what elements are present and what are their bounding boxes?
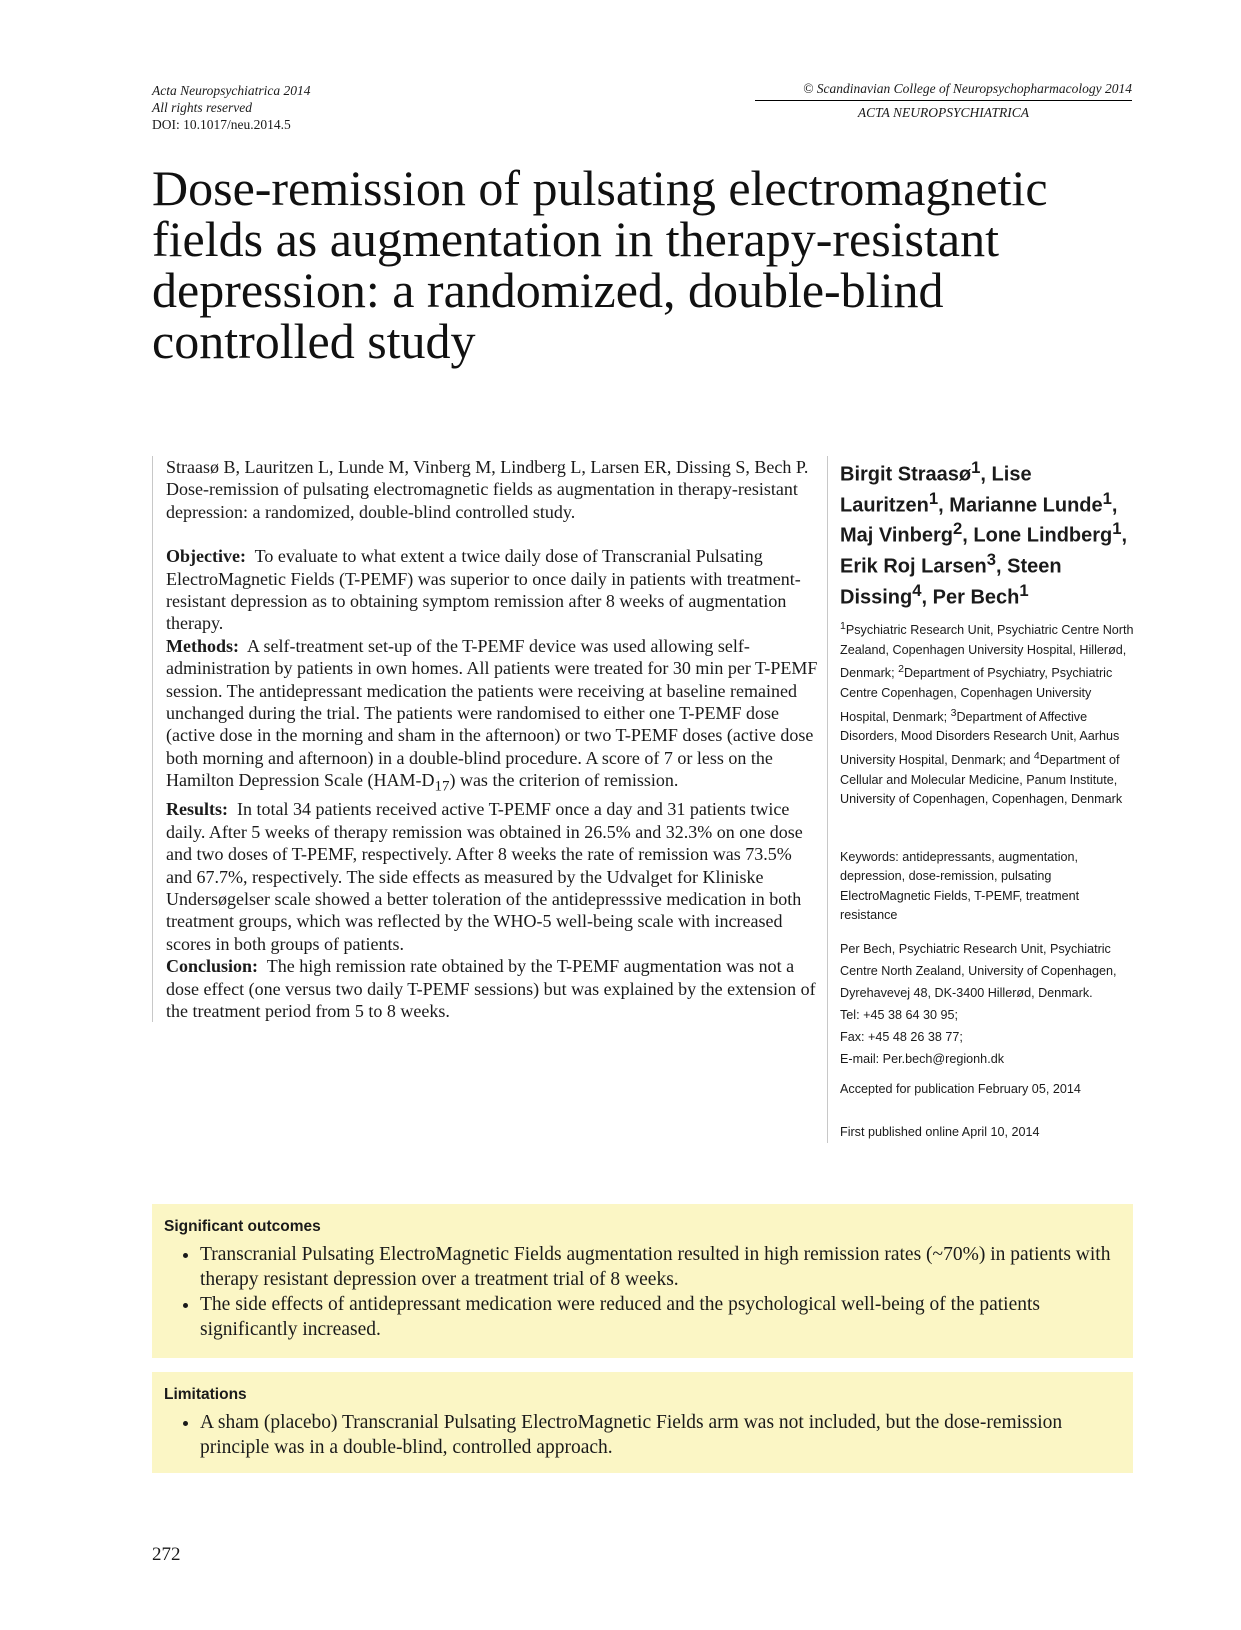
correspondence-tel: Tel: +45 38 64 30 95; [840,1007,958,1022]
author-name: Marianne Lunde [949,494,1103,517]
author-name: Birgit Straasø [840,463,972,486]
author-affil-sup: 1 [1112,519,1122,539]
abstract-methods [166,635,818,798]
author-affil-sup: 1 [1019,580,1029,600]
limitations-title: Limitations [164,1386,247,1403]
list-item: • A sham (placebo) Transcranial Pulsating ElectroMagnetic Fields arm was not included, but the dose-remission principle was in a double-blind, controlled approach. [200,1410,1121,1460]
correspondence-address: Per Bech, Psychiatric Research Unit, Psychiatric Centre North Zealand, University of Copenhagen, Dyrehavevej 48, DK-3400 Hillerød, Denmark. [840,941,1117,1000]
doi: DOI: 10.1017/neu.2014.5 [152,117,291,132]
affil-text: Department of Cellular and Molecular Medicine, Panum Institute, University of Copenhagen, Copenhagen, Denmark [840,753,1123,807]
author-affil-sup: 4 [912,580,922,600]
conclusion-label: Conclusion: [166,956,259,977]
correspondence-email: E-mail: Per.bech@regionh.dk [840,1051,1004,1066]
abstract [152,456,818,1022]
author-name: Erik Roj Larsen [840,555,987,578]
affil-sup: 4 [1033,749,1040,762]
article-sidebar [827,456,1140,1143]
objective-text: To evaluate to what extent a twice daily dose of Transcranial Pulsating ElectroMagnetic Fields (T-PEMF) was superior to once daily in patients with treatment-resistant depression as to obtaining symptom remission after 8 weeks of augmentation therapy. [166,546,801,634]
methods-subscript: 17 [434,778,450,795]
running-header-right [755,81,1132,121]
author-name: Maj Vinberg [840,524,953,547]
affil-sup: 3 [950,706,957,719]
objective-label: Objective: [166,546,246,567]
significant-outcomes-title: Significant outcomes [164,1218,321,1235]
affil-sup: 1 [840,620,846,633]
author-name: Per Bech [932,586,1020,609]
author-name: Lise Lauritzen [840,463,1032,517]
list-item: • The side effects of antidepressant medication were reduced and the psychological well-being of the patients significantly increased. [200,1292,1121,1342]
copyright-notice: © Scandinavian College of Neuropsychopharmacology 2014 [755,81,1132,101]
accepted-date: Accepted for publication February 05, 2014 [840,1081,1081,1096]
methods-text-end: ) was the criterion of remission. [449,770,679,791]
significant-outcomes-list [164,1242,1121,1342]
author-affil-sup: 2 [953,519,963,539]
correspondence-fax: Fax: +45 48 26 38 77; [840,1029,963,1044]
list-item: • Transcranial Pulsating ElectroMagnetic Fields augmentation resulted in high remission rates (~70%) in patients with therapy resistant depression over a treatment trial of 8 weeks. [200,1242,1121,1292]
limitations-box [152,1372,1133,1473]
author-affil-sup: 1 [971,458,981,477]
first-published-date: First published online April 10, 2014 [840,1125,1040,1140]
author-name: Steen Dissing [840,555,1062,609]
methods-label: Methods: [166,635,239,656]
affil-text: Department of Psychiatry, Psychiatric Centre Copenhagen, Copenhagen University Hospital, Denmark; [840,666,1113,724]
author-affil-sup: 1 [1102,488,1112,508]
methods-text: A self-treatment set-up of the T-PEMF device was used allowing self-administration by patients in own homes. All patients were treated for 30 min per T-PEMF session. The antidepressant medication the patients were receiving at baseline remained unchanged during the trial. The patients were randomised to either one T-PEMF dose (active dose in the morning and sham in the afternoon) or two T-PEMF doses (active dose both morning and afternoon) in a double-blind procedure. A score of 7 or less on the Hamilton Depression Scale (HAM-D [166,635,818,791]
rights-notice: All rights reserved [152,100,252,115]
article-title: Dose-remission of pulsating electromagnetic fields as augmentation in therapy-resistant depression: a randomized, double-blind controlled study [152,160,1048,369]
keywords: Keywords: antidepressants, augmentation, depression, dose-remission, pulsating ElectroMagnetic Fields, T-PEMF, treatment resistance [840,849,1080,923]
journal-name: ACTA NEUROPSYCHIATRICA [857,105,1030,120]
affil-sup: 2 [898,663,904,676]
results-text: In total 34 patients received active T-PEMF once a day and 31 patients twice daily. After 5 weeks of therapy remission was obtained in 26.5% and 32.3% on one dose and two doses of T-PEMF, respectively. After 8 weeks the rate of remission was 73.5% and 67.7%, respectively. The side effects as measured by the Udvalget for Kliniske Undersøgelser scale showed a better toleration of the antidepresssive medication in both treatment groups, which was reflected by the WHO-5 well-being scale with increased scores in both groups of patients. [166,799,803,954]
abstract-conclusion [166,955,818,1022]
results-label: Results: [166,799,228,820]
author-name: Lone Lindberg [973,524,1113,547]
affiliations [840,617,1140,809]
limitations-list [164,1410,1121,1460]
conclusion-text: The high remission rate obtained by the T-PEMF augmentation was not a dose effect (one versus two daily T-PEMF sessions) but was explained by the extension of the treatment period from 5 to 8 weeks. [166,956,816,1021]
abstract-citation: Straasø B, Lauritzen L, Lunde M, Vinberg M, Lindberg L, Larsen ER, Dissing S, Bech P. Dose-remission of pulsating electromagnetic fields as augmentation in therapy-resistant depression: a randomized, double-blind controlled study. [166,457,809,522]
affil-text: Psychiatric Research Unit, Psychiatric Centre North Zealand, Copenhagen University Hospital, Hillerød, Denmark; [840,623,1134,681]
author-affil-sup: 3 [986,549,996,569]
abstract-results [166,798,818,955]
affil-text: Department of Affective Disorders, Mood Disorders Research Unit, Aarhus University Hospital, Denmark; and [840,709,1120,768]
author-affil-sup: 1 [928,488,939,508]
correspondence [840,938,1140,1070]
author-list: Birgit Straasø$^1$, Lise Lauritzen$^1$, Marianne Lunde$^1$, Maj Vinberg$^2$, Lone Lindberg$^1$, Erik Roj Larsen$^3$, Steen Dissing$^4$, Per Bech$^1$ [840,458,1128,609]
running-header-left [152,82,310,133]
journal-year: Acta Neuropsychiatrica 2014 [152,83,311,98]
page-number: 272 [152,1544,181,1565]
significant-outcomes-box [152,1204,1133,1358]
abstract-objective [166,545,818,635]
